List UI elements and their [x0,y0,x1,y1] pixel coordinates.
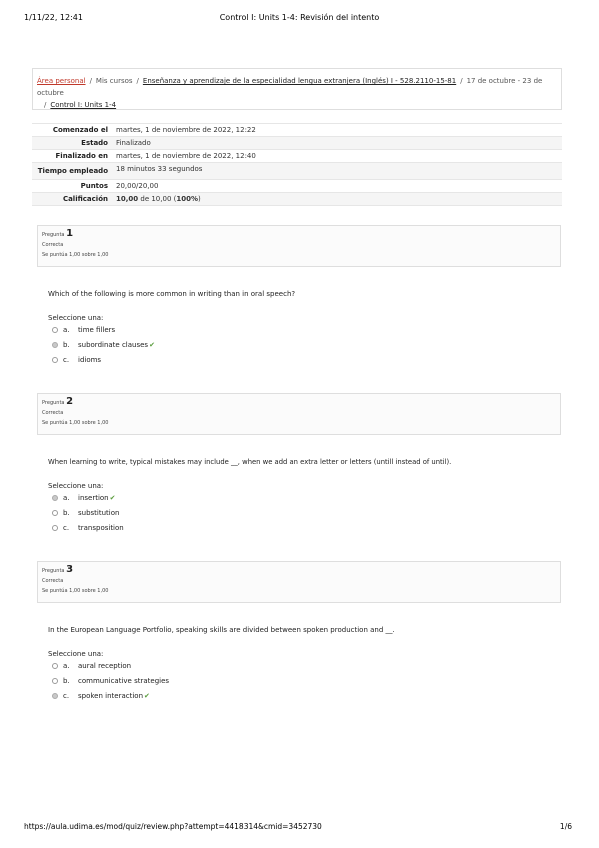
question-number: 1 [66,228,74,239]
option-text: transposition [78,524,124,532]
question-state: Correcta [42,410,64,416]
answer-option[interactable] [52,523,124,533]
question-info-1 [37,225,561,267]
summary-row [32,124,562,137]
question-mark: Se puntúa 1,00 sobre 1,00 [42,588,109,594]
summary-value [112,193,562,206]
radio-button-selected[interactable] [52,693,58,699]
option-text: spoken interaction [78,692,144,700]
option-text: time fillers [78,326,116,334]
correct-check-icon: ✔ [149,341,155,349]
option-letter: b. [63,509,70,517]
summary-row [32,193,562,206]
answer-option[interactable] [52,325,115,335]
grade-mid: de 10,00 ( [138,195,177,203]
option-letter: a. [63,662,70,670]
summary-label: Comenzado el [52,126,108,134]
summary-value: martes, 1 de noviembre de 2022, 12:22 [116,126,256,134]
breadcrumb-separator: / [136,77,139,85]
grade-end: ) [198,195,201,203]
answer-option[interactable] [52,340,155,350]
summary-row [32,163,562,180]
option-letter: b. [63,677,70,685]
radio-button-selected[interactable] [52,495,58,501]
answer-option[interactable] [52,508,119,518]
summary-label: Finalizado en [55,152,108,160]
summary-row [32,150,562,163]
breadcrumb-item-mis-cursos[interactable]: Mis cursos [95,77,133,85]
summary-row [32,137,562,150]
radio-button[interactable] [52,678,58,684]
radio-button[interactable] [52,525,58,531]
breadcrumb-separator: / [89,77,92,85]
option-letter: a. [63,494,70,502]
question-mark: Se puntúa 1,00 sobre 1,00 [42,252,109,258]
question-mark: Se puntúa 1,00 sobre 1,00 [42,420,109,426]
answer-prompt: Seleccione una: [48,314,104,322]
option-letter: c. [63,356,70,364]
option-letter: c. [63,524,70,532]
radio-button[interactable] [52,663,58,669]
question-number: 2 [66,396,74,407]
option-text: idioms [78,356,102,364]
breadcrumb-link-area-personal[interactable]: Área personal [37,77,86,85]
question-label: Pregunta [42,232,65,238]
radio-button-selected[interactable] [52,342,58,348]
summary-value: 18 minutos 33 segundos [116,165,203,173]
answer-option[interactable] [52,691,150,701]
breadcrumb-link-quiz[interactable]: Control I: Units 1-4 [50,101,117,109]
option-text: subordinate clauses [78,341,149,349]
question-state: Correcta [42,578,64,584]
summary-value: Finalizado [116,139,151,147]
question-info-3 [37,561,561,603]
option-letter: c. [63,692,70,700]
correct-check-icon: ✔ [109,494,116,502]
print-title: Control I: Units 1-4: Revisión del intento [219,13,380,22]
question-label: Pregunta [42,568,65,574]
summary-value: martes, 1 de noviembre de 2022, 12:40 [116,152,256,160]
print-header [0,13,599,27]
answer-option[interactable] [52,355,101,365]
option-text: insertion [78,494,109,502]
question-text: When learning to write, typical mistakes may include __, when we add an extra letter or letters (untill instead of until). [48,458,452,466]
question-text: Which of the following is more common in writing than in oral speech? [48,290,296,298]
radio-button[interactable] [52,357,58,363]
answer-option[interactable] [52,661,131,671]
question-label: Pregunta [42,400,65,406]
summary-label: Estado [81,139,108,147]
question-info-2 [37,393,561,435]
question-number: 3 [66,564,74,575]
correct-check-icon: ✔ [144,692,150,700]
grade-percent: 100% [176,195,198,203]
question-text: In the European Language Portfolio, speaking skills are divided between spoken production and __. [48,626,395,634]
summary-label: Puntos [80,182,108,190]
summary-value: 20,00/20,00 [116,182,159,190]
summary-label: Tiempo empleado [37,167,108,175]
grade-score: 10,00 [116,195,139,203]
option-text: substitution [78,509,120,517]
breadcrumb-item-week[interactable]: 17 de octubre - 23 de octubre [37,77,543,97]
answer-prompt: Seleccione una: [48,650,104,658]
question-state: Correcta [42,242,64,248]
summary-label: Calificación [62,195,108,203]
option-text: communicative strategies [78,677,170,685]
option-letter: b. [63,341,70,349]
summary-row [32,180,562,193]
answer-option[interactable] [52,493,116,503]
option-letter: a. [63,326,70,334]
radio-button[interactable] [52,327,58,333]
option-text: aural reception [78,662,132,670]
print-date: 1/11/22, 12:41 [24,13,83,22]
page-number: 1/6 [559,822,572,831]
print-url: https://aula.udima.es/mod/quiz/review.php?attempt=4418314&cmid=3452730 [24,822,322,831]
attempt-summary-table [32,123,562,206]
breadcrumb-link-course[interactable]: Enseñanza y aprendizaje de la especialidad lengua extranjera (Inglés) I - 528.2110-15-81 [142,77,457,85]
breadcrumb-separator: / [460,77,463,85]
breadcrumb [32,68,562,110]
answer-prompt: Seleccione una: [48,482,104,490]
answer-option[interactable] [52,676,169,686]
breadcrumb-separator: / [44,101,47,109]
radio-button[interactable] [52,510,58,516]
